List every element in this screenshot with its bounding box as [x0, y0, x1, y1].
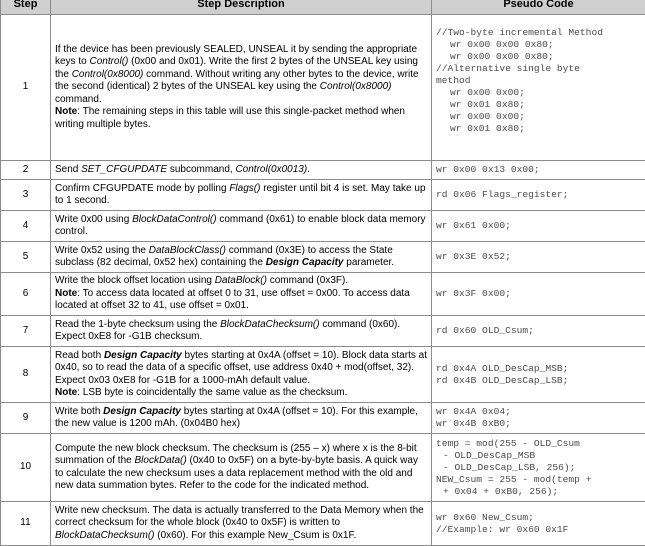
step-description: Write new checksum. The data is actually transferred to the Data Memory when the correct checksum for the whole block (0x40 to 0x5F) is written to BlockDataChecksum() (0x60). For this example New_Csum is 0x1F.	[51, 502, 432, 546]
step-number: 6	[1, 273, 51, 316]
table-row	[1, 273, 645, 316]
step-description: Write the block offset location using DataBlock() command (0x3F). Note: To access data located at offset 0 to 31, use offset = 0x00. To access data located at offset 32 to 41, use offset = 0x01.	[51, 273, 432, 316]
step-number: 3	[1, 180, 51, 211]
pseudo-code: rd 0x06 Flags_register;	[432, 180, 645, 211]
step-description: Read the 1-byte checksum using the BlockDataChecksum() command (0x60). Expect 0xE8 for -G1B checksum.	[51, 316, 432, 347]
step-number: 7	[1, 316, 51, 347]
step-number: 1	[1, 15, 51, 161]
table-row	[1, 347, 645, 403]
table-row	[1, 502, 645, 546]
step-description: Write 0x52 using the DataBlockClass() command (0x3E) to access the State subclass (82 decimal, 0x52 hex) containing the Design Capacity parameter.	[51, 242, 432, 273]
table-row	[1, 403, 645, 434]
step-description: Confirm CFGUPDATE mode by polling Flags() register until bit 4 is set. May take up to 1 second.	[51, 180, 432, 211]
table-row	[1, 180, 645, 211]
header-description: Step Description	[51, 0, 432, 15]
step-description: Send SET_CFGUPDATE subcommand, Control(0x0013).	[51, 161, 432, 180]
pseudo-code: wr 0x3F 0x00;	[432, 273, 645, 316]
table-row	[1, 434, 645, 502]
step-description: If the device has been previously SEALED, UNSEAL it by sending the appropriate keys to Control() (0x00 and 0x01). Write the first 2 bytes of the UNSEAL key using the Control(0x8000) command. Without writing any other bytes to the device, write the second (identical) 2 bytes of the UNSEAL key using the Control(0x8000) command. Note: The remaining steps in this table will use this single-packet method when writing multiple bytes.	[51, 15, 432, 161]
pseudo-code: rd 0x4A OLD_DesCap_MSB; rd 0x4B OLD_DesCap_LSB;	[432, 347, 645, 403]
step-number: 2	[1, 161, 51, 180]
step-description: Write both Design Capacity bytes starting at 0x4A (offset = 10). For this example, the new value is 1200 mAh. (0x04B0 hex)	[51, 403, 432, 434]
step-number: 8	[1, 347, 51, 403]
step-number: 4	[1, 211, 51, 242]
pseudo-code: wr 0x61 0x00;	[432, 211, 645, 242]
table-row	[1, 242, 645, 273]
header-row	[1, 0, 645, 15]
pseudo-code: wr 0x60 New_Csum; //Example: wr 0x60 0x1F	[432, 502, 645, 546]
pseudo-code: temp = mod(255 - OLD_Csum - OLD_DesCap_MSB - OLD_DesCap_LSB, 256); NEW_Csum = 255 - mod(temp + + 0x04 + 0xB0, 256);	[432, 434, 645, 502]
step-number: 9	[1, 403, 51, 434]
step-number: 10	[1, 434, 51, 502]
header-code: Pseudo Code	[432, 0, 645, 15]
header-step: Step	[1, 0, 51, 15]
step-description: Write 0x00 using BlockDataControl() command (0x61) to enable block data memory control.	[51, 211, 432, 242]
pseudo-code: //Two-byte incremental Method wr 0x00 0x00 0x80; wr 0x00 0x00 0x80; //Alternative single byte method wr 0x00 0x00; wr 0x01 0x80; wr 0x00 0x00; wr 0x01 0x80;	[432, 15, 645, 161]
step-number: 11	[1, 502, 51, 546]
table-row	[1, 161, 645, 180]
step-description: Read both Design Capacity bytes starting at 0x4A (offset = 10). Block data starts at 0x40, so to read the data of a specific offset, use address 0x40 + mod(offset, 32). Expect 0x03 0xE8 for -G1B for a 1000-mAh default value. Note: LSB byte is coincidentally the same value as the checksum.	[51, 347, 432, 403]
step-description: Compute the new block checksum. The checksum is (255 – x) where x is the 8-bit summation of the BlockData() (0x40 to 0x5F) on a byte-by-byte basis. A quick way to calculate the new checksum uses a data replacement method with the old and new data summation bytes. Refer to the code for the indicated method.	[51, 434, 432, 502]
table-row	[1, 211, 645, 242]
pseudo-code: wr 0x4A 0x04; wr 0x4B 0xB0;	[432, 403, 645, 434]
pseudo-code: wr 0x00 0x13 0x00;	[432, 161, 645, 180]
table-row	[1, 316, 645, 347]
pseudo-code: rd 0x60 OLD_Csum;	[432, 316, 645, 347]
pseudo-code: wr 0x3E 0x52;	[432, 242, 645, 273]
table-row	[1, 15, 645, 161]
step-number: 5	[1, 242, 51, 273]
